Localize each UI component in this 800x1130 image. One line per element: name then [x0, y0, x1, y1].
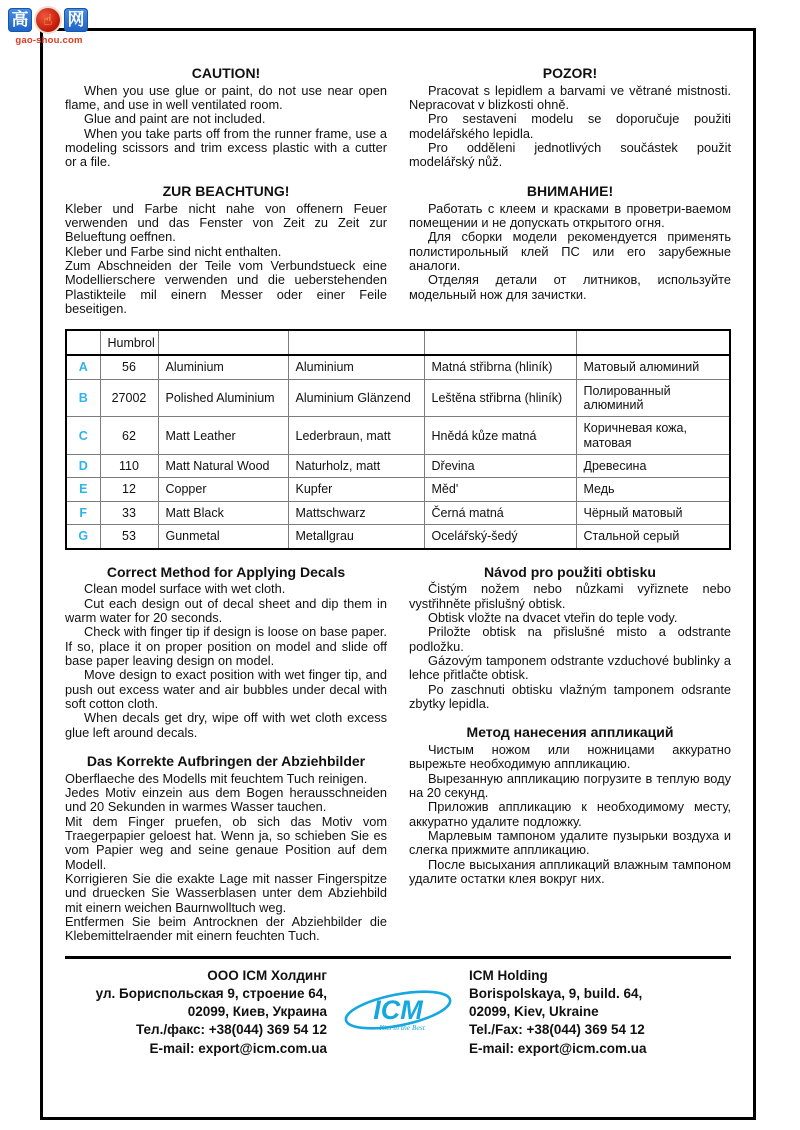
- icm-logo-tagline: Kits in the Best: [379, 1023, 425, 1033]
- paragraph: Čistým nožem nebo nůzkami vyřiznete nebo vystřihněte přislušný obtisk.: [409, 581, 731, 611]
- caution-section: [65, 65, 731, 316]
- decal-title-german: Das Korrekte Aufbringen der Abziehbilder: [86, 752, 366, 769]
- header-german-cell: [288, 330, 424, 355]
- decal-left-column: [65, 564, 387, 944]
- color-name-english: Copper: [158, 478, 288, 501]
- humbrol-number: 110: [100, 455, 158, 478]
- paragraph: Glue and paint are not included.: [84, 111, 266, 127]
- paragraph: Priložte obtisk na přislušné misto a odstrante podložku.: [409, 624, 731, 654]
- color-letter: G: [66, 525, 100, 549]
- decal-right-column: [409, 564, 731, 944]
- paint-color-table: [65, 329, 731, 549]
- header-letter-cell: [66, 330, 100, 355]
- color-name-russian: Полированный алюминий: [576, 379, 730, 417]
- color-name-russian: Коричневая кожа, матовая: [576, 417, 730, 455]
- color-name-german: Lederbraun, matt: [288, 417, 424, 455]
- paragraph: Работать с клеем и красками в проветри-ваемом помещении и не допускать открытого огня.: [409, 200, 731, 230]
- paint-table-row: [66, 379, 730, 417]
- decal-text-russian: [409, 743, 731, 886]
- color-name-czech: Měd': [424, 478, 576, 501]
- paragraph: When you use glue or paint, do not use near open flame, and use in well ventilated room.: [65, 82, 387, 113]
- paragraph: When you take parts off from the runner frame, use a modeling scissors and trim excess plastic with a cutter or a file.: [65, 125, 387, 170]
- address-line: Tel./Fax: +38(044) 369 54 12: [469, 1022, 645, 1038]
- header-brand-cell: Humbrol: [100, 330, 158, 355]
- footer-address-russian: [65, 967, 327, 1058]
- paint-table-row: [66, 478, 730, 501]
- color-letter: B: [66, 379, 100, 417]
- paragraph: Obtisk vložte na dvacet vteřin do teple vody.: [428, 610, 678, 626]
- color-letter: C: [66, 417, 100, 455]
- caution-text-german: [65, 202, 387, 317]
- gaoshou-logo: [8, 6, 108, 34]
- color-name-czech: Matná střibrna (hliník): [424, 355, 576, 379]
- caution-title-german: ZUR BEACHTUNG!: [162, 182, 290, 199]
- color-name-english: Polished Aluminium: [158, 379, 288, 417]
- caution-title-english: CAUTION!: [191, 65, 261, 81]
- paragraph: Cut each design out of decal sheet and dip them in warm water for 20 seconds.: [65, 595, 387, 626]
- paragraph: После высыхания аппликаций влажным тампоном удалите остатки клея вокруг них.: [409, 856, 731, 887]
- color-letter: E: [66, 478, 100, 501]
- thumbs-up-badge-icon: ☝: [34, 6, 62, 34]
- paragraph: Марлевым тампоном удалите пузырьки воздуха и слегка прижмите аппликацию.: [409, 828, 731, 858]
- icm-logo: [339, 983, 457, 1041]
- paragraph: Для сборки модели рекомендуется применять полистирольный клей ПС или его зарубежные аналоги.: [409, 229, 731, 273]
- color-name-english: Gunmetal: [158, 525, 288, 549]
- decal-title-czech: Návod pro použiti obtisku: [484, 563, 656, 580]
- address-line: E-mail: export@icm.com.ua: [469, 1040, 647, 1056]
- watermark-char-left: 高: [8, 8, 32, 32]
- paint-table-row: [66, 455, 730, 478]
- address-line: 02099, Kiev, Ukraine: [469, 1004, 599, 1020]
- color-name-english: Matt Black: [158, 501, 288, 524]
- humbrol-number: 33: [100, 501, 158, 524]
- paint-table-row: [66, 417, 730, 455]
- paragraph: Чистым ножом или ножницами аккуратно вырежьте необходимую аппликацию.: [409, 742, 731, 772]
- decal-text-czech: [409, 582, 731, 711]
- color-name-russian: Стальной серый: [576, 525, 730, 549]
- color-name-russian: Чёрный матовый: [576, 501, 730, 524]
- footer-address-english: [469, 967, 731, 1058]
- color-name-czech: Černá matná: [424, 501, 576, 524]
- paragraph: Po zaschnuti obtisku vlažným tamponem odsrante zbytky lepidla.: [409, 681, 731, 711]
- color-name-german: Mattschwarz: [288, 501, 424, 524]
- address-line: 02099, Киев, Украина: [187, 1004, 327, 1020]
- footer: [43, 959, 753, 1058]
- address-line: E-mail: export@icm.com.ua: [149, 1040, 327, 1056]
- color-name-german: Aluminium Glänzend: [288, 379, 424, 417]
- color-name-russian: Матовый алюминий: [576, 355, 730, 379]
- caution-left-column: [65, 65, 387, 316]
- color-name-czech: Leštěna střibrna (hliník): [424, 379, 576, 417]
- color-name-english: Matt Natural Wood: [158, 455, 288, 478]
- address-line: ICM Holding: [469, 967, 548, 983]
- caution-text-czech: [409, 84, 731, 170]
- paragraph: Kleber und Farbe sind nicht enthalten.: [65, 243, 282, 259]
- paragraph: Pro sestaveni modelu se doporučuje použiti modelářského lepidla.: [409, 111, 731, 141]
- paint-table-row: [66, 355, 730, 379]
- paragraph: Korrigieren Sie die exakte Lage mit nasser Fingerspitze und druecken Sie Wasserblasen unter dem Abziehbild mit einern weichen Baurnwolltuch weg.: [65, 871, 387, 915]
- caution-text-english: [65, 84, 387, 170]
- humbrol-number: 53: [100, 525, 158, 549]
- paragraph: Clean model surface with wet cloth.: [84, 581, 286, 597]
- paragraph: Отделяя детали от литников, используйте модельный нож для зачистки.: [409, 272, 731, 302]
- color-name-russian: Древесина: [576, 455, 730, 478]
- color-name-czech: Dřevina: [424, 455, 576, 478]
- address-line: Тел./факс: +38(044) 369 54 12: [135, 1022, 327, 1038]
- paragraph: Pro odděleni jednotlivých součástek použit modelářský nůž.: [409, 140, 731, 170]
- color-name-czech: Ocelářský-šedý: [424, 525, 576, 549]
- instruction-sheet-frame: [40, 28, 756, 1120]
- color-name-german: Metallgrau: [288, 525, 424, 549]
- color-letter: D: [66, 455, 100, 478]
- decal-section: [65, 564, 731, 944]
- color-name-german: Naturholz, matt: [288, 455, 424, 478]
- paragraph: Check with finger tip if design is loose on base paper. If so, place it on proper position on model and slide off base paper leaving design on model.: [65, 624, 387, 668]
- paint-table-header-row: [66, 330, 730, 355]
- humbrol-number: 56: [100, 355, 158, 379]
- gaoshou-watermark: [8, 6, 108, 46]
- paragraph: Kleber und Farbe nicht nahe von offenern Feuer verwenden und das Fenster von Zeit zu Zeit zur Belueftung oeffnen.: [65, 200, 387, 245]
- paint-table-row: [66, 501, 730, 524]
- caution-title-czech: POZOR!: [542, 65, 598, 81]
- humbrol-number: 27002: [100, 379, 158, 417]
- color-name-english: Aluminium: [158, 355, 288, 379]
- header-russian-cell: [576, 330, 730, 355]
- address-line: ул. Бориспольская 9, строение 64,: [95, 985, 327, 1001]
- address-line: ООО ICM Холдинг: [207, 967, 327, 983]
- paragraph: When decals get dry, wipe off with wet cloth excess glue left around decals.: [65, 710, 387, 740]
- color-name-russian: Медь: [576, 478, 730, 501]
- humbrol-number: 12: [100, 478, 158, 501]
- paragraph: Вырезанную аппликацию погрузите в теплую воду на 20 секунд.: [409, 770, 731, 801]
- paragraph: Entfermen Sie beim Antrocknen der Abziehbilder die Klebemittelraender mit einern feuchten Tuch.: [65, 914, 387, 944]
- caution-text-russian: [409, 202, 731, 302]
- color-name-german: Kupfer: [288, 478, 424, 501]
- paint-table-body: [66, 355, 730, 548]
- paragraph: Gázovým tamponem odstrante vzduchové bublinky a lehce přitlačte obtisk.: [409, 653, 731, 683]
- color-name-czech: Hnědá kůze matná: [424, 417, 576, 455]
- paragraph: Move design to exact position with wet finger tip, and push out excess water and air bubbles under decal with soft cotton cloth.: [65, 667, 387, 711]
- icm-logo-icon: [342, 983, 454, 1041]
- address-line: Borispolskaya, 9, build. 64,: [469, 985, 643, 1001]
- icm-logo-text: ICM: [373, 995, 423, 1026]
- caution-title-russian: ВНИМАНИЕ!: [526, 182, 614, 199]
- decal-text-german: [65, 772, 387, 944]
- decal-title-russian: Метод нанесения аппликаций: [466, 724, 674, 741]
- paragraph: Oberflaeche des Modells mit feuchtem Tuch reinigen.: [65, 770, 368, 786]
- decal-title-english: Correct Method for Applying Decals: [106, 563, 346, 580]
- watermark-char-right: 网: [64, 8, 88, 32]
- decal-text-english: [65, 582, 387, 740]
- paragraph: Zum Abschneiden der Teile vom Verbundstueck eine Modellierschere verwenden und die ueberstehenden Plastikteile mil einern Messer oder einer Feile beseitigen.: [65, 257, 387, 316]
- watermark-site-text: gao-shou.com: [15, 35, 83, 46]
- color-name-english: Matt Leather: [158, 417, 288, 455]
- caution-right-column: [409, 65, 731, 316]
- humbrol-number: 62: [100, 417, 158, 455]
- paint-table-row: [66, 525, 730, 549]
- color-letter: F: [66, 501, 100, 524]
- header-english-cell: [158, 330, 288, 355]
- paragraph: Pracovat s lepidlem a barvami ve větrané mistnosti. Nepracovat v blizkosti ohně.: [409, 82, 731, 113]
- paragraph: Приложив аппликацию к необходимому месту, аккуратно удалите подложку.: [409, 799, 731, 829]
- sheet-content: [43, 31, 753, 944]
- color-letter: A: [66, 355, 100, 379]
- color-name-german: Aluminium: [288, 355, 424, 379]
- paragraph: Mit dem Finger pruefen, ob sich das Motiv vom Traegerpapier geloest hat. Wenn ja, so schieben Sie es vom Papier weg and seine genaue Position auf dem Modell.: [65, 813, 387, 872]
- paragraph: Jedes Motiv einzein aus dem Bogen herausschneiden und 20 Sekunden in warmes Wasser tauchen.: [65, 785, 387, 815]
- header-czech-cell: [424, 330, 576, 355]
